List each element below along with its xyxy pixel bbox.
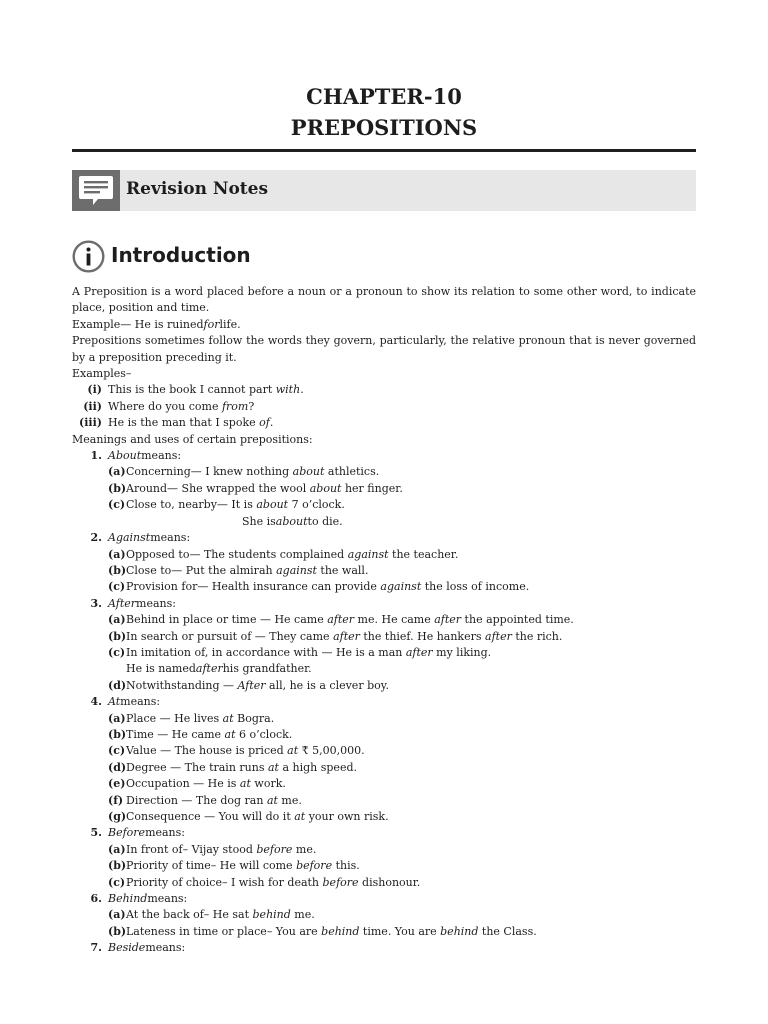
usage-text: Priority of time– He will come before this. xyxy=(126,859,360,873)
usage-letter: (e) xyxy=(108,777,126,791)
usage-text: Opposed to— The students complained against the teacher. xyxy=(126,547,459,561)
definition-text: A Preposition is a word placed before a noun or a pronoun to show its relation to some other word, to indicate place, position and time. xyxy=(72,285,696,315)
example-text: Where do you come from? xyxy=(108,399,255,413)
examples-label: Examples– xyxy=(72,367,132,381)
example-number: (iii) xyxy=(79,416,102,430)
usage-item xyxy=(72,743,696,759)
usage-item xyxy=(72,776,696,792)
usage-item xyxy=(72,547,696,563)
usage-letter: (b) xyxy=(108,563,127,577)
speech-bubble-icon xyxy=(72,170,120,211)
preposition-number: 7. xyxy=(90,941,102,955)
preposition-number: 3. xyxy=(90,596,102,610)
usage-letter: (a) xyxy=(108,465,126,479)
usage-letter: (a) xyxy=(108,547,126,561)
usage-item xyxy=(72,924,696,940)
usage-letter: (d) xyxy=(108,678,127,692)
usage-item xyxy=(72,711,696,727)
usage-letter: (a) xyxy=(108,908,126,922)
preposition-number: 4. xyxy=(90,695,102,709)
preposition-word: At xyxy=(108,695,121,709)
example-item xyxy=(72,399,696,415)
usage-item xyxy=(72,497,696,513)
example-text: He is the man that I spoke of. xyxy=(108,416,274,430)
usage-letter: (b) xyxy=(108,481,127,495)
usage-letter: (b) xyxy=(108,629,127,643)
preposition-number: 6. xyxy=(90,892,102,906)
usage-letter: (c) xyxy=(108,875,126,889)
preposition-word: About xyxy=(108,449,142,463)
usage-text: Consequence — You will do it at your own risk. xyxy=(126,810,389,823)
example-number: (i) xyxy=(87,383,102,397)
usage-text: Lateness in time or place– You are behind time. You are behind the Class. xyxy=(126,924,537,938)
usage-letter: (b) xyxy=(108,924,127,938)
usage-text: Direction — The dog ran at me. xyxy=(126,793,302,807)
preposition-heading: 1. About means: xyxy=(72,448,696,464)
usage-continuation: He is named after his grandfather. xyxy=(126,662,312,676)
usage-text: Place — He lives at Bogra. xyxy=(126,711,275,725)
preposition-word: Beside xyxy=(108,941,146,955)
usage-text: Notwithstanding — After all, he is a clever boy. xyxy=(126,678,389,692)
usage-letter: (a) xyxy=(108,711,126,725)
usage-text: Close to— Put the almirah against the wall. xyxy=(126,563,369,577)
example-line: Example— He is ruined for life. xyxy=(72,317,241,331)
usage-letter: (b) xyxy=(108,859,127,873)
preposition-word: Against xyxy=(108,531,151,545)
usage-text: Occupation — He is at work. xyxy=(126,777,286,791)
preposition-heading: 2. Against means: xyxy=(72,530,696,546)
preposition-number: 2. xyxy=(90,531,102,545)
title-divider xyxy=(72,149,696,152)
usage-letter: (c) xyxy=(108,498,126,512)
example-text: This is the book I cannot part with. xyxy=(108,383,304,397)
usage-item xyxy=(72,563,696,579)
content-body xyxy=(72,284,696,957)
usage-text: Degree — The train runs at a high speed. xyxy=(126,760,357,774)
usage-item xyxy=(72,858,696,874)
preposition-heading: 3. After means: xyxy=(72,596,696,612)
preposition-word: After xyxy=(108,596,137,610)
usage-text: Provision for— Health insurance can provide against the loss of income. xyxy=(126,580,530,594)
usage-letter: (a) xyxy=(108,613,126,627)
usage-text: Concerning— I knew nothing about athletics. xyxy=(126,465,380,479)
usage-letter: (b) xyxy=(108,727,127,741)
usage-text: Close to, nearby— It is about 7 o’clock. xyxy=(126,498,345,512)
usage-text: Time — He came at 6 o’clock. xyxy=(126,727,293,741)
usage-text: Priority of choice– I wish for death before dishonour. xyxy=(126,875,421,889)
example-item xyxy=(72,382,696,398)
preposition-word: Behind xyxy=(108,892,148,906)
revision-notes-label: Revision Notes xyxy=(126,179,269,199)
usage-text: Value — The house is priced at ₹ 5,00,000. xyxy=(126,744,365,758)
usage-text: Around— She wrapped the wool about her finger. xyxy=(126,481,403,495)
example-item xyxy=(72,415,696,431)
example-number: (ii) xyxy=(83,399,102,413)
usage-item xyxy=(72,907,696,923)
usage-item xyxy=(72,645,696,661)
usage-letter: (c) xyxy=(108,645,126,659)
examples-list xyxy=(72,382,696,431)
usage-item xyxy=(72,629,696,645)
usage-item xyxy=(72,727,696,743)
usage-item xyxy=(72,875,696,891)
revision-notes-banner xyxy=(72,170,696,211)
usage-item xyxy=(72,612,696,628)
preposition-heading: 5. Before means: xyxy=(72,825,696,841)
preposition-heading: 4. At means: xyxy=(72,694,696,710)
usage-letter: (g) xyxy=(108,810,127,823)
usage-text: Behind in place or time — He came after me. He came after the appointed time. xyxy=(126,613,574,627)
info-icon xyxy=(72,240,105,273)
usage-text: In search or pursuit of — They came after the thief. He hankers after the rich. xyxy=(126,629,563,643)
meanings-label: Meanings and uses of certain prepositions: xyxy=(72,432,313,446)
usage-text: In front of– Vijay stood before me. xyxy=(126,842,317,856)
usage-item xyxy=(72,842,696,858)
usage-item xyxy=(72,793,696,809)
usage-letter: (c) xyxy=(108,744,126,758)
usage-letter: (a) xyxy=(108,842,126,856)
usage-item xyxy=(72,464,696,480)
preposition-number: 1. xyxy=(90,449,102,463)
usage-text: At the back of– He sat behind me. xyxy=(126,908,315,922)
usage-text: In imitation of, in accordance with — He is a man after my liking. xyxy=(126,645,492,659)
usage-item xyxy=(72,481,696,497)
chapter-title: PREPOSITIONS xyxy=(290,115,478,140)
usage-letter: (c) xyxy=(108,580,126,594)
usage-continuation: She is about to die. xyxy=(242,514,343,528)
preposition-word: Before xyxy=(108,826,146,840)
prepositions-list xyxy=(72,448,696,957)
usage-item xyxy=(72,678,696,694)
section-title: Introduction xyxy=(111,243,251,267)
usage-item xyxy=(72,760,696,776)
note-text: Prepositions sometimes follow the words they govern, particularly, the relative pronoun that is never governed by a preposition preceding it. xyxy=(72,334,696,364)
usage-item xyxy=(72,809,696,825)
preposition-number: 5. xyxy=(90,826,102,840)
chapter-number: CHAPTER-10 xyxy=(306,84,462,109)
preposition-heading: 6. Behind means: xyxy=(72,891,696,907)
usage-letter: (d) xyxy=(108,760,127,774)
preposition-heading: 7. Beside means: xyxy=(72,940,696,956)
usage-letter: (f) xyxy=(108,793,124,807)
usage-item xyxy=(72,579,696,595)
